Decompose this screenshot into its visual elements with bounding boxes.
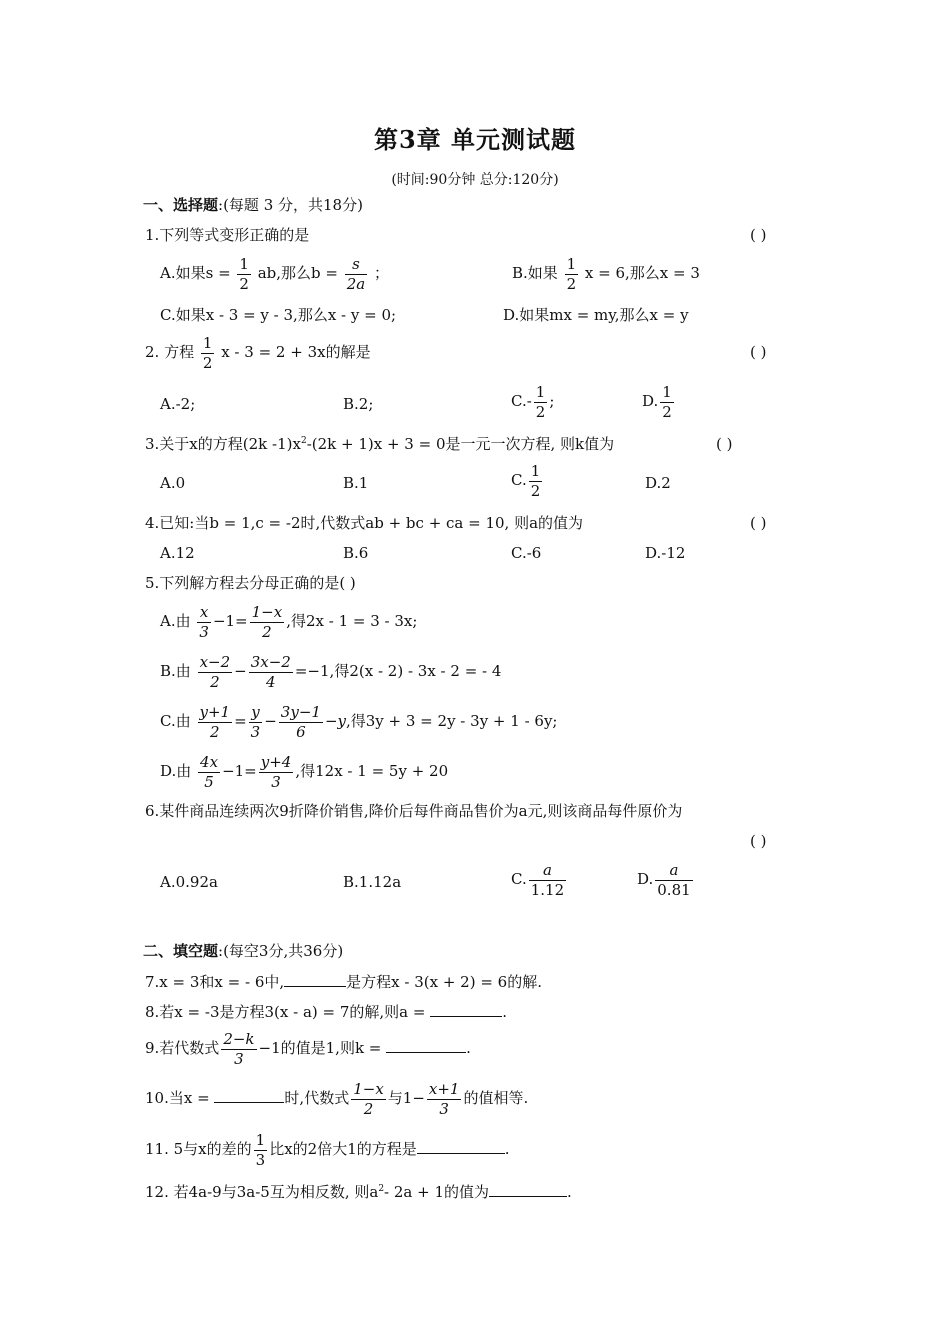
- fraction: [529, 862, 566, 898]
- question-6-option-d: [637, 862, 695, 898]
- page-title: 第3章 单元测试题: [373, 125, 577, 154]
- question-10-middle: 时,代数式: [284, 1089, 350, 1107]
- frac-den: 2: [535, 402, 546, 421]
- question-3-stem-suffix: -(2k + 1)x + 3 = 0是一元一次方程, 则k值为: [306, 435, 615, 453]
- question-8-prefix: 8.若x = -3是方程3(x - a) = 7的解,则a =: [145, 1003, 431, 1021]
- frac-den: 2: [202, 353, 213, 372]
- option-b-prefix: B.如果: [512, 264, 558, 282]
- question-11: [145, 1132, 510, 1168]
- question-8: [145, 1004, 507, 1020]
- option-c-prefix: C.-: [511, 392, 532, 410]
- option-b-end: x = 6,那么x = 3: [584, 264, 700, 282]
- fraction: [351, 1081, 386, 1117]
- question-2-option-b: B.2;: [343, 395, 374, 413]
- frac-den: 2: [662, 402, 672, 421]
- fraction-one-half: [237, 256, 251, 292]
- question-1-option-a: [160, 256, 389, 292]
- question-3-stem: [145, 437, 614, 452]
- question-1-option-d: D.如果mx = my,那么x = y: [503, 306, 689, 324]
- frac-num: 1: [566, 255, 577, 273]
- option-prefix: A.由: [160, 612, 191, 630]
- fraction: [655, 862, 692, 898]
- fraction: [427, 1081, 462, 1117]
- frac-num: 1: [535, 383, 546, 401]
- fraction-s-over-2a: [345, 256, 368, 292]
- question-7-suffix: 是方程x - 3(x + 2) = 6的解.: [346, 973, 542, 991]
- question-6-stem: 6.某件商品连续两次9折降价销售,降价后每件商品售价为a元,则该商品每件原价为: [145, 802, 683, 820]
- question-11-prefix: 11. 5与x的差的: [145, 1140, 252, 1158]
- answer-blank[interactable]: [214, 1090, 284, 1103]
- frac-num: y+1: [199, 703, 231, 721]
- answer-blank[interactable]: [430, 1004, 502, 1017]
- option-c-end: ;: [549, 392, 555, 410]
- option-result: ,得3y + 3 = 2y - 3y + 1 - 6y;: [345, 712, 558, 730]
- frac-den: 3: [250, 722, 261, 741]
- answer-blank[interactable]: [386, 1040, 466, 1053]
- option-prefix: B.由: [160, 662, 191, 680]
- frac-den: 2: [363, 1099, 374, 1118]
- frac-den: 5: [204, 772, 214, 791]
- option-a-prefix: A.如果s =: [160, 264, 236, 282]
- question-12: [145, 1184, 572, 1200]
- fraction-one-half: [529, 463, 543, 499]
- frac-den: 3: [439, 1099, 449, 1118]
- question-9-prefix: 9.若代数式: [145, 1039, 220, 1057]
- frac-num: 1: [530, 462, 541, 480]
- section-choice-title: 一、选择题: [143, 196, 219, 214]
- question-5-option-b: [160, 654, 501, 690]
- question-10-suffix: 的值相等.: [463, 1089, 529, 1107]
- fraction-one-half: [201, 335, 215, 371]
- frac-num: 3x−2: [250, 653, 291, 671]
- question-3-option-c: [511, 463, 544, 499]
- frac-num: 1−x: [353, 1080, 384, 1098]
- question-2-option-a: A.-2;: [160, 395, 196, 413]
- frac-den: 1.12: [530, 880, 565, 899]
- fraction-one-half: [565, 256, 579, 292]
- question-5-option-a: [160, 604, 417, 640]
- fraction: [254, 1132, 268, 1168]
- answer-blank[interactable]: [417, 1141, 505, 1154]
- question-3-stem-prefix: 3.关于x的方程(2k -1)x: [145, 435, 301, 453]
- question-10-prefix: 10.当x =: [145, 1089, 215, 1107]
- page-subtitle: (时间:90分钟 总分:120分): [391, 172, 559, 188]
- question-2-answer-paren: ( ): [750, 343, 767, 361]
- section-fill-note: :(每空3分,共36分): [218, 942, 344, 960]
- question-8-suffix: .: [502, 1003, 507, 1021]
- operator: −1=: [222, 762, 257, 780]
- question-7-prefix: 7.x = 3和x = - 6中,: [145, 973, 285, 991]
- question-4-option-a: A.12: [160, 544, 195, 562]
- question-4-answer-paren: ( ): [750, 514, 767, 532]
- fraction: [250, 604, 285, 640]
- question-1-option-c: C.如果x - 3 = y - 3,那么x - y = 0;: [160, 306, 397, 324]
- frac-den: 3: [255, 1150, 266, 1169]
- question-9: [145, 1031, 471, 1067]
- frac-num: x: [197, 604, 211, 623]
- question-2-option-c: [511, 384, 554, 420]
- frac-den: 3: [199, 622, 209, 641]
- exponent: 2: [300, 436, 307, 446]
- frac-den: 0.81: [657, 880, 691, 899]
- fraction: [198, 704, 233, 740]
- operator: =−1: [294, 662, 330, 680]
- option-c-prefix: C.: [511, 471, 527, 489]
- section-fill-heading: [143, 944, 343, 959]
- question-4-option-c: C.-6: [511, 544, 542, 562]
- fraction: [197, 604, 211, 640]
- frac-den: 2: [566, 274, 577, 293]
- frac-num: x−2: [199, 653, 231, 671]
- question-11-suffix: .: [504, 1140, 510, 1158]
- question-1-stem: 1.下列等式变形正确的是: [145, 226, 310, 244]
- question-12-prefix: 12. 若4a-9与3a-5互为相反数, 则a: [145, 1183, 379, 1201]
- fraction: [249, 654, 293, 690]
- fraction: [249, 704, 263, 740]
- question-6-option-a: A.0.92a: [160, 873, 218, 891]
- question-2-stem: [145, 335, 371, 371]
- frac-num: a: [529, 862, 566, 881]
- fraction-one-half: [660, 384, 674, 420]
- question-3-option-a: A.0: [160, 474, 186, 492]
- option-c-prefix: C.: [511, 870, 527, 888]
- frac-num: x+1: [428, 1080, 460, 1098]
- question-4-option-d: D.-12: [645, 544, 686, 562]
- section-fill-title: 二、填空题: [143, 942, 219, 960]
- frac-num: 1: [255, 1131, 266, 1149]
- frac-den: 2: [262, 622, 272, 641]
- question-2-stem-prefix: 2. 方程: [145, 343, 195, 361]
- frac-den: 6: [296, 722, 306, 741]
- question-10: [145, 1081, 528, 1117]
- frac-num: a: [655, 862, 692, 881]
- frac-den: 2a: [346, 274, 366, 293]
- fraction: [221, 1031, 256, 1067]
- frac-num: 1: [239, 255, 249, 273]
- fraction: [198, 754, 220, 790]
- question-10-middle-2: 与1−: [387, 1089, 425, 1107]
- question-12-middle: - 2a + 1的值为: [384, 1183, 490, 1201]
- frac-den: 3: [234, 1049, 244, 1068]
- frac-den: 3: [271, 772, 281, 791]
- question-5-option-c: [160, 704, 558, 740]
- question-12-suffix: .: [567, 1183, 572, 1201]
- question-2-stem-suffix: x - 3 = 2 + 3x的解是: [221, 343, 371, 361]
- frac-num: y: [249, 704, 263, 723]
- operator: −: [234, 662, 247, 680]
- question-9-suffix: .: [466, 1039, 471, 1057]
- frac-num: s: [345, 256, 368, 275]
- option-a-end: ；: [374, 264, 390, 282]
- question-11-middle: 比x的2倍大1的方程是: [269, 1140, 417, 1158]
- frac-den: 2: [210, 722, 220, 741]
- frac-den: 2: [239, 274, 249, 293]
- operator: =: [234, 712, 247, 730]
- question-2-option-d: [642, 384, 676, 420]
- question-3-answer-paren: ( ): [716, 435, 733, 453]
- question-3-option-b: B.1: [343, 474, 369, 492]
- frac-den: 2: [210, 672, 220, 691]
- option-result: ,得12x - 1 = 5y + 20: [295, 762, 449, 780]
- option-result: ,得2(x - 2) - 3x - 2 = - 4: [329, 662, 502, 680]
- operator: −1=: [212, 612, 248, 630]
- frac-num: 2−k: [223, 1030, 255, 1048]
- option-a-middle: ab,那么b =: [257, 264, 343, 282]
- question-9-middle: −1的值是1,则k =: [258, 1039, 387, 1057]
- question-5-stem: 5.下列解方程去分母正确的是( ): [145, 574, 356, 592]
- question-4-stem: 4.已知:当b = 1,c = -2时,代数式ab + bc + ca = 10, 则a的值为: [145, 514, 584, 532]
- option-result: ,得2x - 1 = 3 - 3x;: [286, 612, 418, 630]
- question-7: [145, 974, 542, 990]
- frac-den: 4: [266, 672, 276, 691]
- section-choice-note: :(每题 3 分，共18分): [218, 196, 363, 214]
- frac-den: 2: [530, 481, 541, 500]
- question-4-option-b: B.6: [343, 544, 369, 562]
- question-5-option-d: [160, 754, 448, 790]
- option-d-prefix: D.: [637, 870, 654, 888]
- fraction: [198, 654, 233, 690]
- frac-num: y+4: [260, 753, 292, 771]
- frac-num: 1: [202, 334, 213, 352]
- section-choice-heading: [143, 198, 363, 213]
- fraction: [259, 754, 294, 790]
- fraction: [279, 704, 323, 740]
- option-prefix: D.由: [160, 762, 192, 780]
- answer-blank[interactable]: [284, 974, 346, 987]
- exponent: 2: [378, 1184, 385, 1194]
- question-6-option-b: B.1.12a: [343, 873, 402, 891]
- fraction-one-half: [534, 384, 548, 420]
- question-6-answer-paren: ( ): [750, 832, 767, 850]
- frac-num: 1: [662, 383, 672, 401]
- frac-num: 1−x: [251, 603, 283, 621]
- frac-num: 3y−1: [280, 703, 321, 721]
- option-d-prefix: D.: [642, 392, 659, 410]
- option-prefix: C.由: [160, 712, 191, 730]
- answer-blank[interactable]: [489, 1184, 567, 1197]
- frac-num: 4x: [200, 753, 219, 771]
- question-1-option-b: [512, 256, 700, 292]
- question-1-answer-paren: ( ): [750, 226, 767, 244]
- operator: −y: [324, 712, 346, 730]
- question-3-option-d: D.2: [645, 474, 671, 492]
- operator: −: [264, 712, 277, 730]
- question-6-option-c: [511, 862, 568, 898]
